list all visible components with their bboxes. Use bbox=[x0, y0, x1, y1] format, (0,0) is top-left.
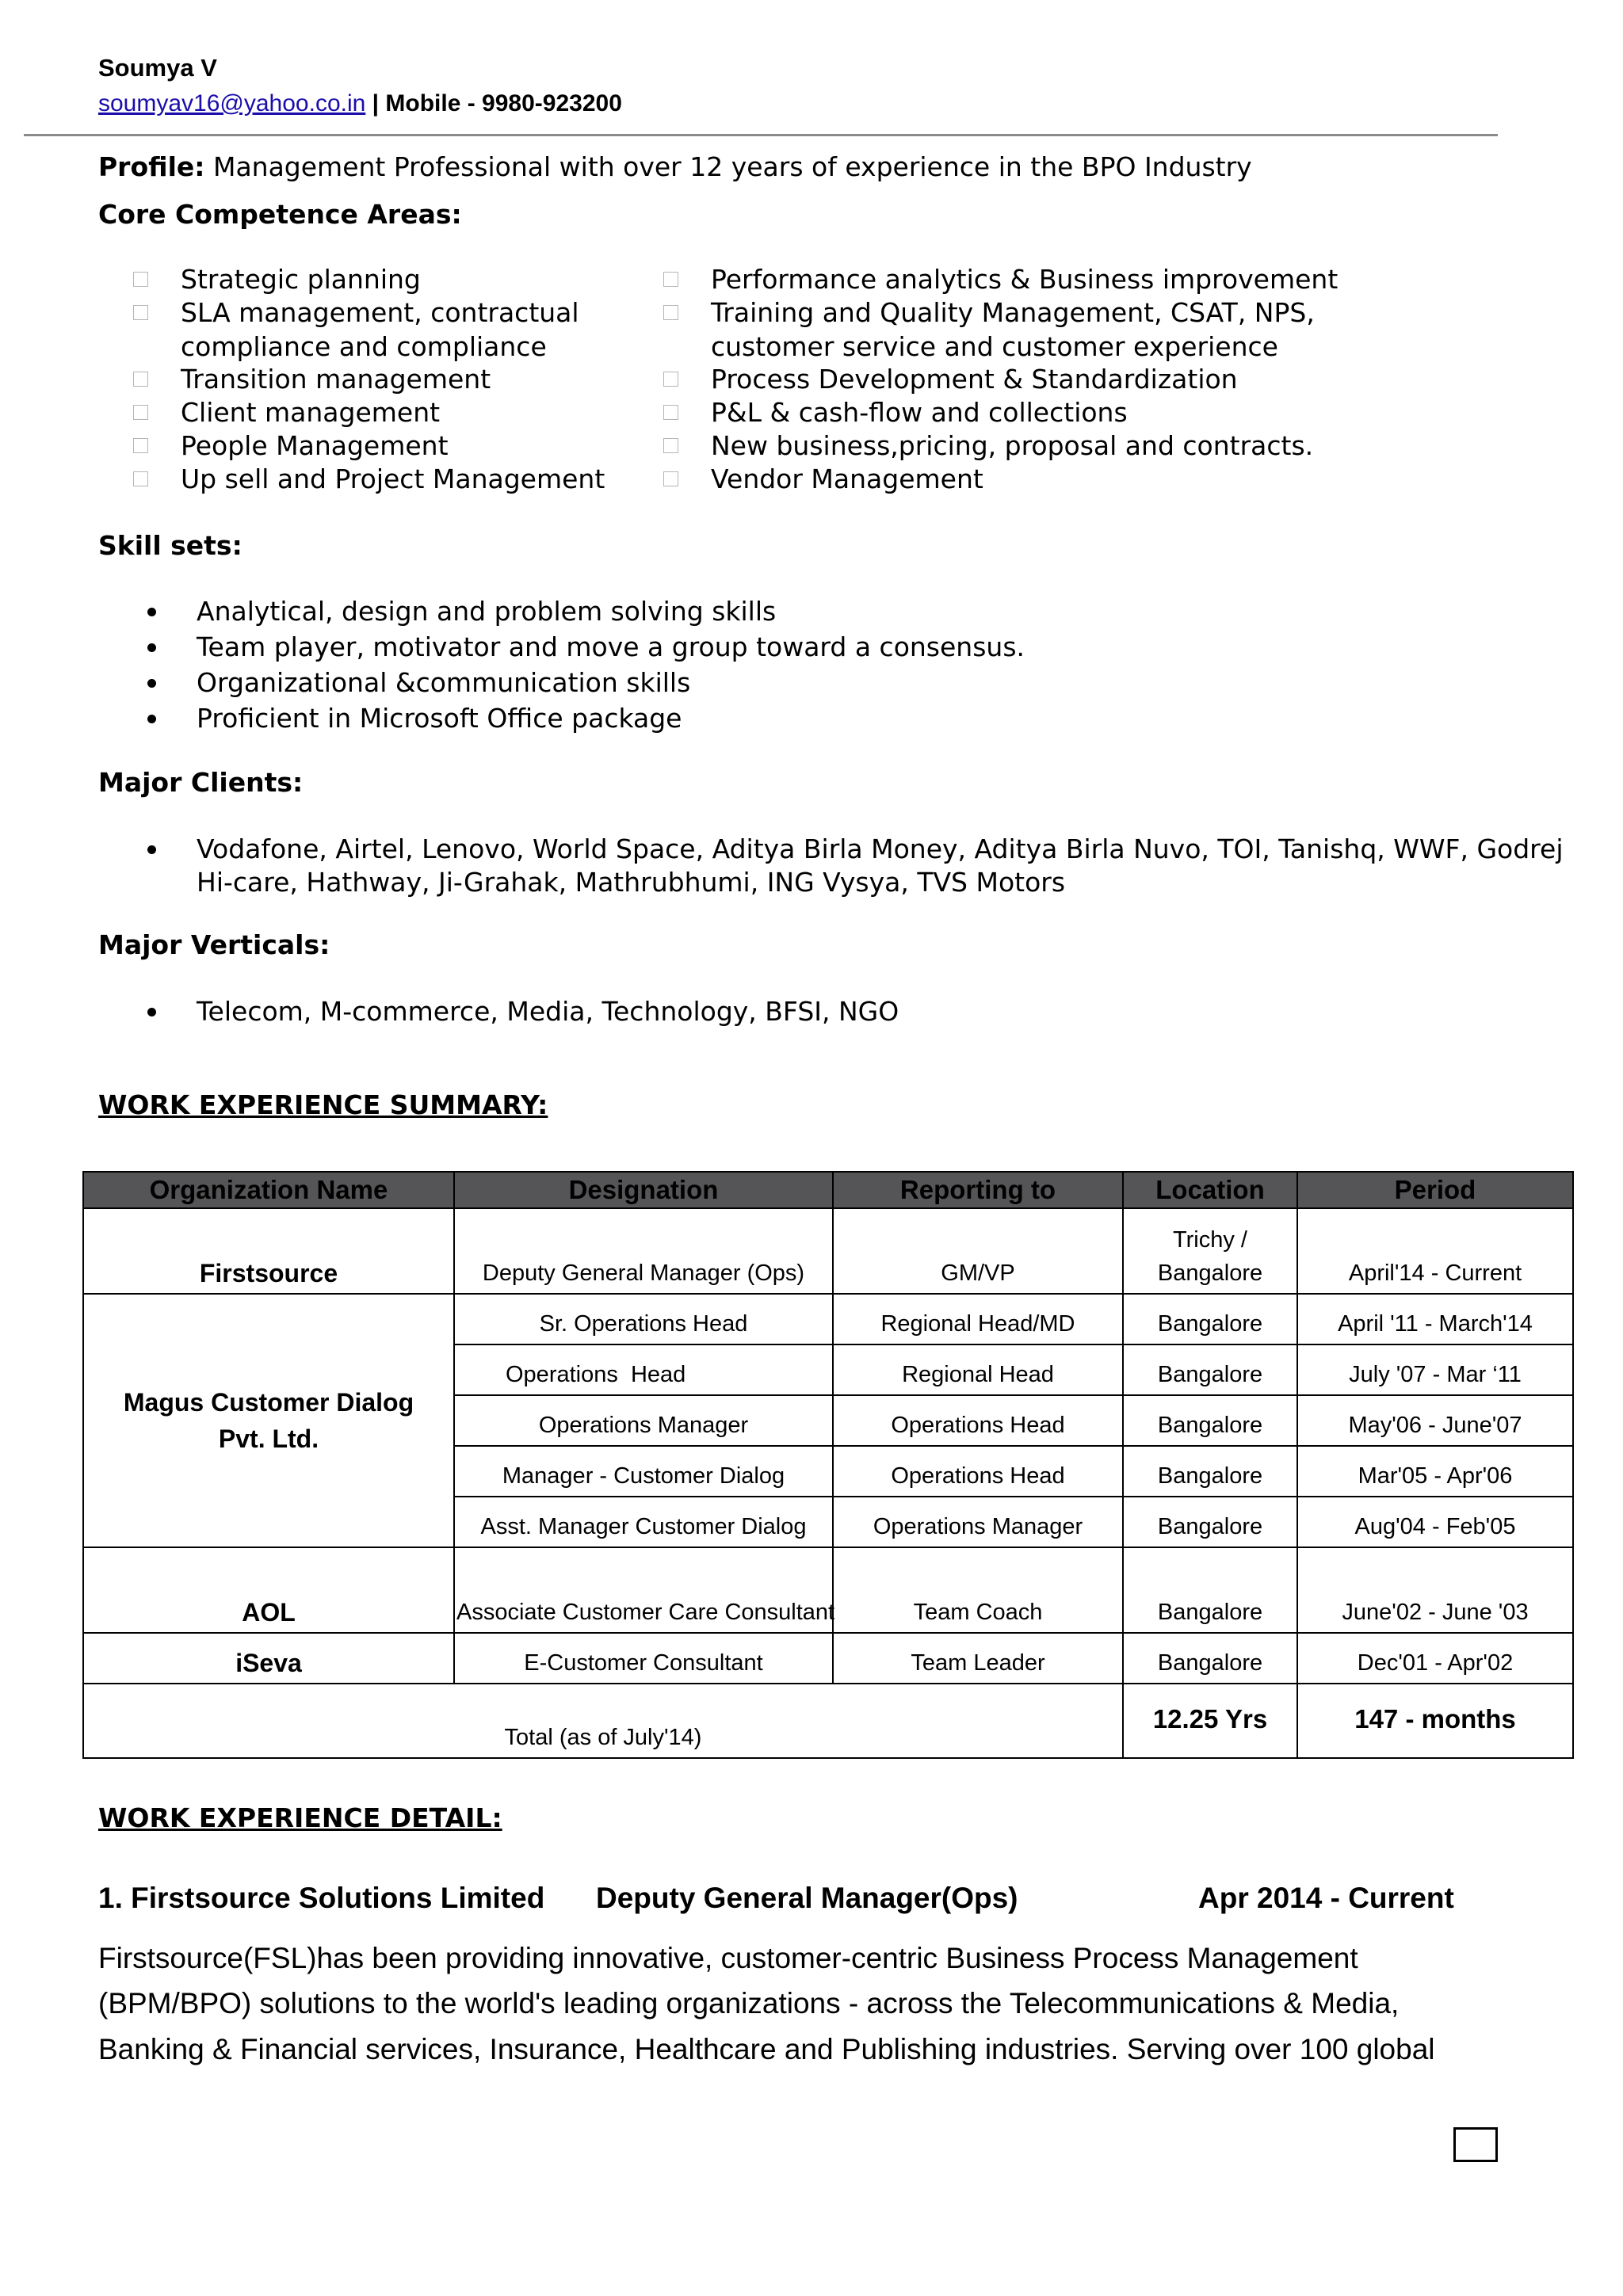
location-cell: Bangalore bbox=[1123, 1294, 1297, 1344]
column-header: Reporting to bbox=[833, 1172, 1123, 1208]
detail-paragraph-line: Banking & Financial services, Insurance, Healthcare and Publishing industries. Serving over 100 global bbox=[98, 2033, 1435, 2065]
competence-item: Training and Quality Management, CSAT, NPS, bbox=[711, 297, 1315, 328]
organization-cell: Magus Customer Dialog Pvt. Ltd. bbox=[83, 1294, 454, 1547]
column-header: Designation bbox=[454, 1172, 833, 1208]
competence-item: Process Development & Standardization bbox=[711, 364, 1238, 395]
period-cell: Mar'05 - Apr'06 bbox=[1297, 1446, 1573, 1497]
email-link[interactable]: soumyav16@yahoo.co.in bbox=[98, 90, 366, 116]
work-experience-table bbox=[82, 1171, 1574, 1759]
period-cell: May'06 - June'07 bbox=[1297, 1395, 1573, 1446]
skill-item: Analytical, design and problem solving skills bbox=[197, 596, 777, 627]
competence-item: Performance analytics & Business improvement bbox=[711, 264, 1338, 295]
checkbox-icon bbox=[663, 272, 678, 287]
detail-company: 1. Firstsource Solutions Limited bbox=[98, 1882, 545, 1914]
designation-cell: Sr. Operations Head bbox=[454, 1294, 833, 1344]
checkbox-icon bbox=[133, 438, 148, 453]
mobile-number: Mobile - 9980-923200 bbox=[385, 90, 622, 116]
competence-item-continued: compliance and compliance bbox=[181, 331, 547, 362]
checkbox-icon bbox=[133, 305, 148, 320]
bullet-icon bbox=[147, 643, 156, 652]
table-header-row bbox=[83, 1172, 1573, 1208]
skill-item: Organizational &communication skills bbox=[197, 667, 691, 698]
location-cell bbox=[1123, 1208, 1297, 1294]
profile-line bbox=[98, 151, 1252, 182]
reporting-cell: Operations Head bbox=[833, 1395, 1123, 1446]
competence-item-continued: customer service and customer experience bbox=[711, 331, 1278, 362]
competence-item: Vendor Management bbox=[711, 463, 983, 494]
location-cell: Bangalore bbox=[1123, 1446, 1297, 1497]
verticals-heading: Major Verticals: bbox=[98, 929, 330, 960]
checkbox-icon bbox=[133, 272, 148, 287]
location-line: Bangalore bbox=[1157, 1261, 1263, 1286]
contact-separator: | bbox=[365, 90, 386, 116]
competence-item: New business,pricing, proposal and contracts. bbox=[711, 430, 1314, 461]
competence-item: P&L & cash-flow and collections bbox=[711, 397, 1128, 428]
competence-item: Up sell and Project Management bbox=[181, 463, 605, 494]
detail-paragraph-line: Firstsource(FSL)has been providing innovative, customer-centric Business Process Management bbox=[98, 1942, 1358, 1974]
competence-item: People Management bbox=[181, 430, 449, 461]
detail-paragraph-line: (BPM/BPO) solutions to the world's leading organizations - across the Telecommunications & Media, bbox=[98, 1987, 1400, 2019]
designation-cell: Asst. Manager Customer Dialog bbox=[454, 1497, 833, 1547]
total-years-cell: 12.25 Yrs bbox=[1123, 1684, 1297, 1758]
reporting-cell: Regional Head/MD bbox=[833, 1294, 1123, 1344]
bullet-icon bbox=[147, 679, 156, 688]
bullet-icon bbox=[147, 845, 156, 854]
reporting-cell: Regional Head bbox=[833, 1344, 1123, 1395]
reporting-cell: Team Leader bbox=[833, 1633, 1123, 1684]
profile-text: Management Professional with over 12 years of experience in the BPO Industry bbox=[204, 151, 1252, 182]
checkbox-icon bbox=[663, 405, 678, 420]
clients-line-continued: Hi-care, Hathway, Ji-Grahak, Mathrubhumi, ING Vysya, TVS Motors bbox=[197, 867, 1066, 898]
clients-heading: Major Clients: bbox=[98, 767, 304, 798]
location-line: Trichy / bbox=[1173, 1227, 1247, 1253]
table-row bbox=[83, 1208, 1573, 1294]
checkbox-icon bbox=[663, 372, 678, 387]
table-row bbox=[83, 1547, 1573, 1633]
total-months-cell: 147 - months bbox=[1297, 1684, 1573, 1758]
designation-cell: Deputy General Manager (Ops) bbox=[454, 1208, 833, 1294]
skill-item: Proficient in Microsoft Office package bbox=[197, 703, 682, 734]
bullet-icon bbox=[147, 715, 156, 723]
location-cell: Bangalore bbox=[1123, 1344, 1297, 1395]
work-summary-heading: WORK EXPERIENCE SUMMARY: bbox=[98, 1089, 548, 1120]
column-header: Organization Name bbox=[83, 1172, 454, 1208]
designation-cell: Manager - Customer Dialog bbox=[454, 1446, 833, 1497]
organization-cell: AOL bbox=[83, 1547, 454, 1633]
location-cell: Bangalore bbox=[1123, 1633, 1297, 1684]
competence-item: SLA management, contractual bbox=[181, 297, 579, 328]
bullet-icon bbox=[147, 1008, 156, 1016]
designation-cell: Associate Customer Care Consultant bbox=[454, 1547, 833, 1633]
period-cell: July '07 - Mar ‘11 bbox=[1297, 1344, 1573, 1395]
reporting-cell: Operations Manager bbox=[833, 1497, 1123, 1547]
clients-line: Vodafone, Airtel, Lenovo, World Space, Aditya Birla Money, Aditya Birla Nuvo, TOI, Tanishq, WWF, Godrej bbox=[197, 833, 1564, 864]
competence-item: Strategic planning bbox=[181, 264, 421, 295]
page-marker-box bbox=[1453, 2127, 1498, 2162]
total-label-cell: Total (as of July'14) bbox=[83, 1684, 1123, 1758]
competence-item: Transition management bbox=[181, 364, 491, 395]
checkbox-icon bbox=[663, 438, 678, 453]
reporting-cell: GM/VP bbox=[833, 1208, 1123, 1294]
location-cell: Bangalore bbox=[1123, 1395, 1297, 1446]
period-cell: April'14 - Current bbox=[1297, 1208, 1573, 1294]
reporting-cell: Team Coach bbox=[833, 1547, 1123, 1633]
profile-label: Profile: bbox=[98, 151, 205, 182]
checkbox-icon bbox=[663, 305, 678, 320]
period-cell: April '11 - March'14 bbox=[1297, 1294, 1573, 1344]
reporting-cell: Operations Head bbox=[833, 1446, 1123, 1497]
location-cell: Bangalore bbox=[1123, 1547, 1297, 1633]
detail-role: Deputy General Manager(Ops) bbox=[596, 1882, 1018, 1914]
table-row bbox=[83, 1633, 1573, 1684]
verticals-text: Telecom, M-commerce, Media, Technology, BFSI, NGO bbox=[197, 996, 899, 1027]
period-cell: Aug'04 - Feb'05 bbox=[1297, 1497, 1573, 1547]
column-header: Location bbox=[1123, 1172, 1297, 1208]
competence-item: Client management bbox=[181, 397, 441, 428]
total-row bbox=[83, 1684, 1573, 1758]
designation-cell: Operations Head bbox=[454, 1344, 833, 1395]
period-cell: June'02 - June '03 bbox=[1297, 1547, 1573, 1633]
checkbox-icon bbox=[133, 471, 148, 486]
table-row bbox=[83, 1294, 1573, 1344]
detail-period: Apr 2014 - Current bbox=[1198, 1882, 1454, 1914]
core-competence-heading: Core Competence Areas: bbox=[98, 199, 462, 230]
period-cell: Dec'01 - Apr'02 bbox=[1297, 1633, 1573, 1684]
organization-cell: iSeva bbox=[83, 1633, 454, 1684]
work-detail-heading: WORK EXPERIENCE DETAIL: bbox=[98, 1802, 502, 1833]
skill-item: Team player, motivator and move a group toward a consensus. bbox=[197, 631, 1025, 662]
header-divider bbox=[24, 134, 1498, 136]
designation-cell: Operations Manager bbox=[454, 1395, 833, 1446]
checkbox-icon bbox=[133, 405, 148, 420]
organization-cell: Firstsource bbox=[83, 1208, 454, 1294]
skills-heading: Skill sets: bbox=[98, 530, 242, 561]
checkbox-icon bbox=[663, 471, 678, 486]
candidate-name: Soumya V bbox=[98, 54, 217, 82]
bullet-icon bbox=[147, 608, 156, 616]
location-cell: Bangalore bbox=[1123, 1497, 1297, 1547]
designation-cell: E-Customer Consultant bbox=[454, 1633, 833, 1684]
checkbox-icon bbox=[133, 372, 148, 387]
contact-line bbox=[98, 90, 622, 117]
column-header: Period bbox=[1297, 1172, 1573, 1208]
